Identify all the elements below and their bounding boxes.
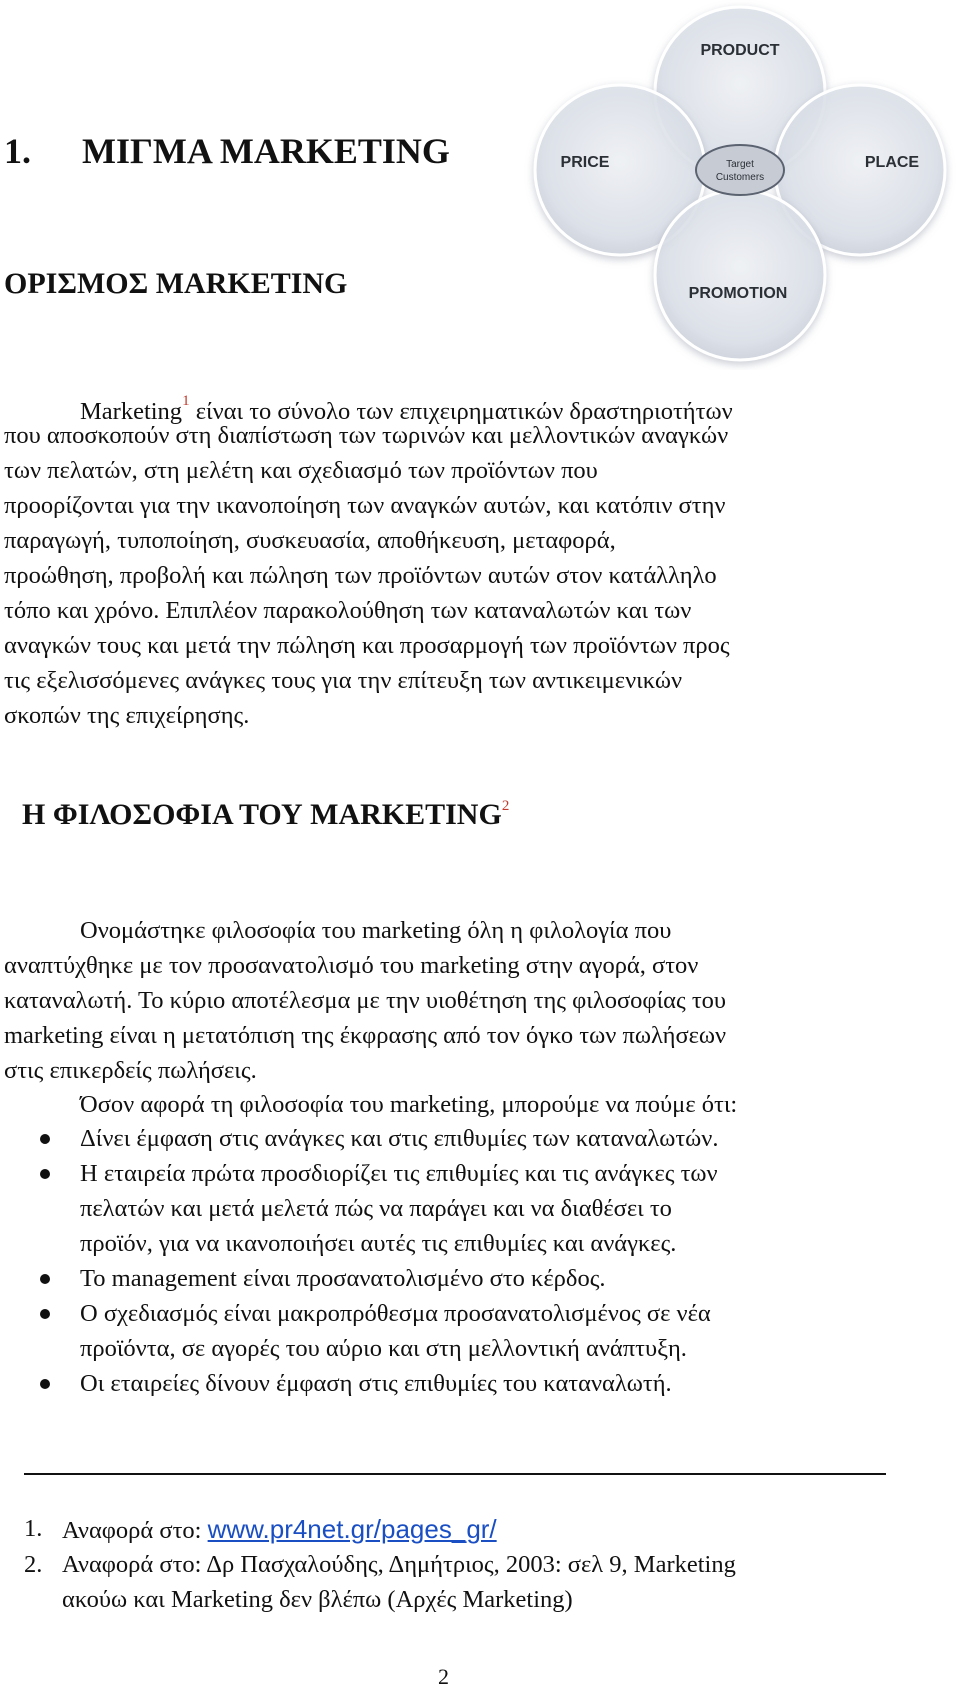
bullet-dot bbox=[40, 1274, 50, 1284]
footnote-1-number: 1. bbox=[24, 1515, 43, 1542]
chapter-number: 1. bbox=[4, 131, 31, 171]
section2-line: καταναλωτή. Το κύριο αποτέλεσμα με την υιοθέτηση της φιλοσοφίας του bbox=[4, 987, 727, 1014]
bullet-dot bbox=[40, 1309, 50, 1319]
promotion-label: PROMOTION bbox=[688, 285, 788, 302]
bullet-item-cont: πελατών και μετά μελετά πώς να παράγει και να διαθέσει το bbox=[80, 1195, 672, 1222]
place-label: PLACE bbox=[864, 154, 920, 171]
target-label: Target bbox=[726, 159, 754, 170]
product-label: PRODUCT bbox=[700, 42, 780, 59]
footnote-2-line1: Αναφορά στο: Δρ Πασχαλούδης, Δημήτριος, 2003: σελ 9, Marketing bbox=[62, 1551, 736, 1578]
price-label: PRICE bbox=[560, 154, 610, 171]
section1-title: ΟΡΙΣΜΟΣ MARKETING bbox=[4, 267, 348, 300]
section1-line: των πελατών, στη μελέτη και σχεδιασμό των προϊόντων που bbox=[4, 457, 598, 484]
section2-intro: Όσον αφορά τη φιλοσοφία του marketing, μπορούμε να πούμε ότι: bbox=[80, 1091, 738, 1118]
section1-line: αναγκών τους και μετά την πώληση και προσαρμογή των προϊόντων προς bbox=[4, 632, 730, 659]
bullet-item-cont: προϊόντα, σε αγορές του αύριο και στη μελλοντική ανάπτυξη. bbox=[80, 1335, 687, 1362]
section2-line: Ονομάστηκε φιλοσοφία του marketing όλη η φιλολογία που bbox=[80, 917, 672, 944]
section2-title-text: Η ΦΙΛΟΣΟΦΙΑ ΤΟΥ MARKETING bbox=[22, 798, 502, 831]
footnote-ref-1: 1 bbox=[182, 393, 190, 409]
section1-line: σκοπών της επιχείρησης. bbox=[4, 702, 250, 729]
footnote-1 bbox=[62, 1514, 497, 1546]
bullet-item: Δίνει έμφαση στις ανάγκες και στις επιθυμίες των καταναλωτών. bbox=[80, 1125, 719, 1152]
footnote-separator bbox=[24, 1473, 886, 1475]
bullet-item: Ο σχεδιασμός είναι μακροπρόθεσμα προσανατολισμένος σε νέα bbox=[80, 1300, 711, 1327]
bullet-dot bbox=[40, 1169, 50, 1179]
bullet-dot bbox=[40, 1379, 50, 1389]
first-line-rest: είναι το σύνολο των επιχειρηματικών δραστηριοτήτων bbox=[189, 398, 733, 425]
section1-line: προώθηση, προβολή και πώληση των προϊόντων αυτών στον κατάλληλο bbox=[4, 562, 717, 589]
section2-line: αναπτύχθηκε με τον προσανατολισμό του marketing στην αγορά, στον bbox=[4, 952, 699, 979]
section1-line: προορίζονται για την ικανοποίηση των αναγκών αυτών, και κατόπιν στην bbox=[4, 492, 726, 519]
promotion-circle bbox=[655, 190, 825, 360]
footnote-ref-2: 2 bbox=[501, 798, 510, 814]
marketing-mix-diagram bbox=[520, 0, 960, 370]
footnote-1-link[interactable]: www.pr4net.gr/pages_gr/ bbox=[207, 1514, 497, 1544]
chapter-title: ΜΙΓΜΑ MARKETING bbox=[82, 131, 450, 171]
section1-line: τις εξελισσόμενες ανάγκες τους για την επίτευξη των αντικειμενικών bbox=[4, 667, 683, 694]
bullet-item: Το management είναι προσανατολισμένο στο κέρδος. bbox=[80, 1265, 606, 1292]
section1-line: τόπο και χρόνο. Επιπλέον παρακολούθηση των καταναλωτών και των bbox=[4, 597, 692, 624]
footnote-2-line2: ακούω και Marketing δεν βλέπω (Αρχές Marketing) bbox=[62, 1586, 573, 1613]
bullet-item: Η εταιρεία πρώτα προσδιορίζει τις επιθυμίες και τις ανάγκες των bbox=[80, 1160, 718, 1187]
footnote-2-number: 2. bbox=[24, 1551, 43, 1578]
section1-line: που αποσκοπούν στη διαπίστωση των τωρινών και μελλοντικών αναγκών bbox=[4, 422, 729, 449]
section1-line: παραγωγή, τυποποίηση, συσκευασία, αποθήκευση, μεταφορά, bbox=[4, 527, 616, 554]
customers-label: Customers bbox=[715, 172, 765, 183]
bullet-item: Οι εταιρείες δίνουν έμφαση στις επιθυμίες του καταναλωτή. bbox=[80, 1370, 672, 1397]
section2-line: marketing είναι η μετατόπιση της έκφρασης από τον όγκο των πωλήσεων bbox=[4, 1022, 727, 1049]
page-number: 2 bbox=[438, 1664, 449, 1689]
bullet-dot bbox=[40, 1134, 50, 1144]
target-customers-ellipse bbox=[696, 145, 784, 195]
chapter-heading bbox=[4, 130, 450, 172]
bullet-item-cont: προϊόν, για να ικανοποιήσει αυτές τις επιθυμίες και ανάγκες. bbox=[80, 1230, 677, 1257]
section2-line: στις επικερδείς πωλήσεις. bbox=[4, 1057, 257, 1084]
footnote-1-prefix: Αναφορά στο: bbox=[62, 1517, 208, 1544]
section2-title bbox=[22, 798, 509, 832]
marketing-word: Marketing bbox=[80, 398, 183, 425]
